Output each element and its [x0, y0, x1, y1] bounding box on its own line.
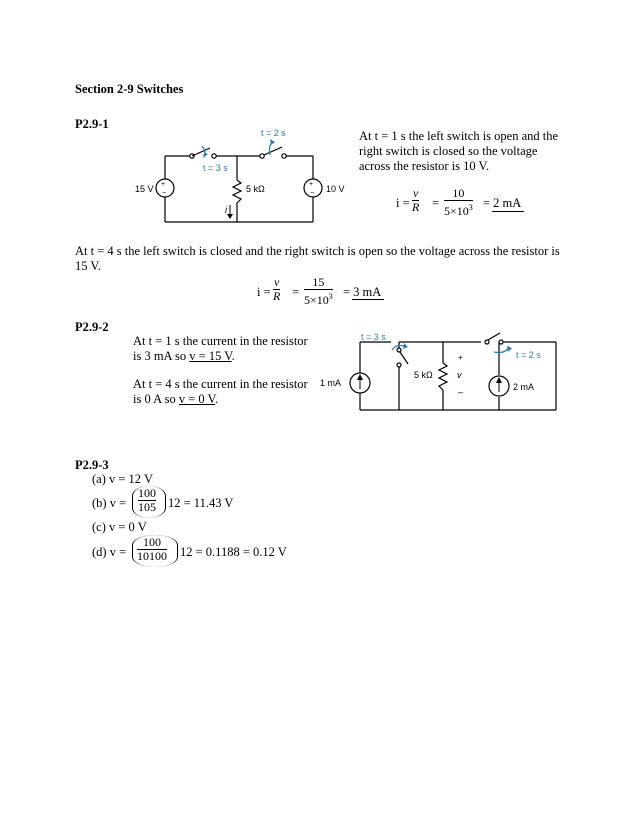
svg-text:+: +	[309, 181, 314, 188]
p2-9-3-a: (a) v = 12 V	[92, 472, 153, 486]
p2-9-3-d-label: (d) v =	[92, 545, 127, 559]
p2-9-3-b-rest: 12 = 11.43 V	[168, 496, 234, 510]
answer-v-0v: v = 0 V	[178, 392, 215, 406]
b-num: 100	[138, 486, 156, 500]
label-t3s: t = 3 s	[203, 163, 228, 173]
eq2-den: 5×10	[304, 293, 329, 307]
eq1-exp: 3	[468, 203, 473, 212]
eq1-equals: =	[432, 196, 440, 210]
svg-text:−: −	[310, 190, 315, 197]
eq2-exp: 3	[328, 292, 333, 301]
p2-9-1-text1: At t = 1 s the left switch is open and the right switch is closed so the voltage across the resistor is 10 V.	[359, 129, 559, 173]
problem-label-p2-9-2: P2.9-2	[75, 320, 109, 334]
eq2-num: 15	[312, 275, 325, 289]
d-fraction	[137, 536, 167, 563]
d-num: 100	[143, 535, 161, 549]
label-15v: 15 V	[135, 184, 154, 194]
problem-label-p2-9-3: P2.9-3	[75, 458, 109, 472]
eq2-underline	[352, 299, 384, 300]
b-den: 105	[138, 500, 156, 514]
eq2-i: i =	[257, 285, 271, 299]
label-2ma: 2 mA	[513, 382, 535, 392]
label-t2s: t = 2 s	[261, 128, 286, 138]
circuit-diagram-p2-9-2	[316, 328, 566, 413]
svg-text:−: −	[162, 190, 167, 197]
label-5k-p2: 5 kΩ	[414, 370, 433, 380]
p2-9-2-text2b: is 0 A so v = 0 V.	[133, 392, 219, 406]
svg-text:+: +	[161, 181, 166, 188]
eq1-num: 10	[452, 186, 465, 200]
answer-v-15v: v = 15 V	[189, 349, 232, 363]
label-i: i	[225, 205, 227, 215]
label-t2s-p2: t = 2 s	[516, 350, 541, 360]
p2-9-3-d-rest: 12 = 0.1188 = 0.12 V	[180, 545, 287, 559]
eq1-i: i =	[396, 196, 410, 210]
eq1-underline	[492, 211, 524, 212]
label-plus: +	[458, 353, 463, 362]
p2-9-2-text1b: is 3 mA so v = 15 V.	[133, 349, 235, 363]
label-minus: –	[458, 387, 464, 397]
label-5k: 5 kΩ	[246, 184, 265, 194]
b-fraction	[138, 487, 156, 514]
p2-9-3-b-label: (b) v =	[92, 496, 127, 510]
eq2-equals: =	[292, 285, 300, 299]
circuit-diagram-p2-9-1	[130, 125, 360, 235]
p2-9-2-text1a: At t = 1 s the current in the resistor	[133, 334, 308, 348]
eq1-fraction	[444, 187, 473, 218]
eq2-result: = 3 mA	[343, 285, 382, 299]
eq1-fraction-vR	[412, 187, 419, 214]
label-1ma: 1 mA	[320, 378, 342, 388]
eq1-result: = 2 mA	[483, 196, 522, 210]
eq2-fraction-vR: v R	[273, 275, 281, 303]
p2-9-3-c: (c) v = 0 V	[92, 520, 147, 534]
label-10v: 10 V	[326, 184, 345, 194]
eq1-den: 5×10	[444, 204, 469, 218]
label-v: v	[457, 370, 462, 380]
p2-9-1-text2: At t = 4 s the left switch is closed and the right switch is open so the voltage across the resistor is 15 V.	[75, 244, 560, 273]
d-den: 10100	[137, 549, 167, 563]
eq1-R: R	[412, 200, 420, 214]
label-t3s-p2: t = 3 s	[361, 332, 386, 342]
p2-9-2-text2a: At t = 4 s the current in the resistor	[133, 377, 308, 391]
eq2-fraction	[304, 276, 333, 307]
section-title: Section 2-9 Switches	[75, 82, 184, 96]
problem-label-p2-9-1: P2.9-1	[75, 117, 109, 131]
eq1-v: v	[413, 186, 419, 200]
